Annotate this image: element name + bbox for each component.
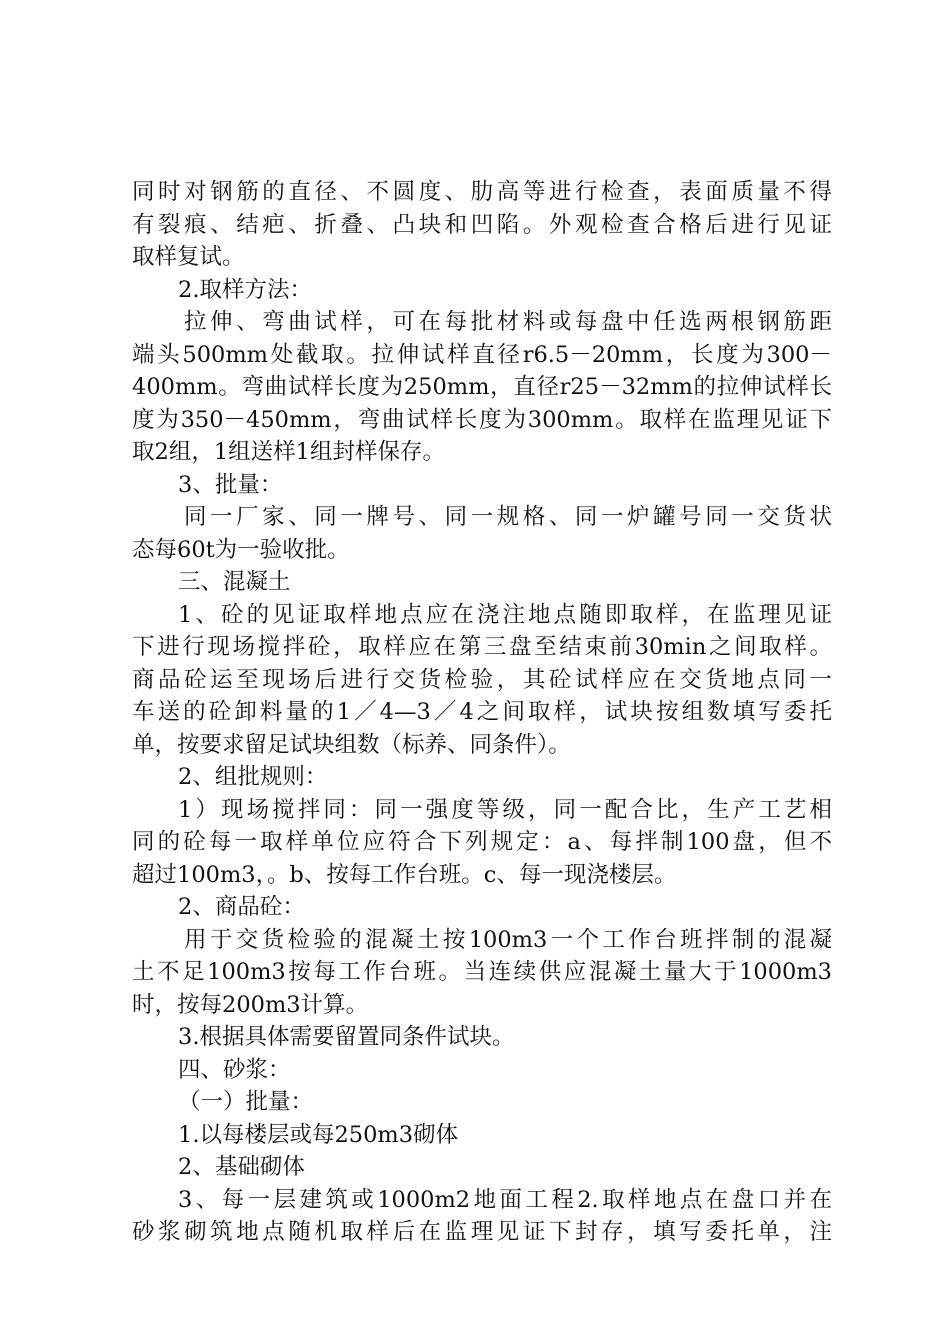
- text-line: 2、组批规则：: [178, 764, 328, 790]
- document-page: [132, 176, 832, 1249]
- text-line: 同的砼每一取样单位应符合下列规定：a、每拌制100盘，但不: [132, 829, 832, 855]
- text-line: 400mm。弯曲试样长度为250mm，直径r25－32mm的拉伸试样长: [132, 374, 832, 400]
- text-line: 拉伸、弯曲试样，可在每批材料或每盘中任选两根钢筋距: [184, 309, 832, 335]
- text-line: 四、砂浆：: [178, 1056, 291, 1083]
- text-line: 时，按每200m3计算。: [132, 991, 369, 1018]
- text-line: 1）现场搅拌同：同一强度等级，同一配合比，生产工艺相: [178, 796, 832, 823]
- text-line: 同时对钢筋的直径、不圆度、肋高等进行检查，表面质量不得: [132, 179, 832, 205]
- text-line: 取2组，1组送样1组封样保存。: [132, 439, 445, 465]
- text-line: 2、商品砼：: [178, 894, 305, 920]
- text-line: 车送的砼卸料量的1／4—3／4之间取样，试块按组数填写委托: [132, 699, 832, 725]
- text-line: 端头500mm处截取。拉伸试样直径r6.5－20mm，长度为300－: [132, 341, 832, 368]
- text-line: 度为350－450mm，弯曲试样长度为300mm。取样在监理见证下: [132, 406, 832, 433]
- text-line: 砂浆砌筑地点随机取样后在监理见证下封存，填写委托单，注: [132, 1219, 832, 1245]
- text-line: 2、基础砌体: [178, 1154, 305, 1180]
- text-line: 超过100m3，。b、按每工作台班。c、每一现浇楼层。: [132, 861, 677, 888]
- text-line: 商品砼运至现场后进行交货检验，其砼试样应在交货地点同一: [132, 666, 832, 693]
- text-line: 土不足100m3按每工作台班。当连续供应混凝土量大于1000m3: [132, 959, 832, 985]
- text-line: 用于交货检验的混凝土按100m3一个工作台班拌制的混凝: [184, 926, 832, 953]
- text-line: 三、混凝土: [178, 569, 291, 595]
- text-line: 3、批量：: [178, 471, 283, 498]
- text-line: 有裂痕、结疤、折叠、凸块和凹陷。外观检查合格后进行见证: [132, 211, 832, 238]
- text-line: 3、每一层建筑或1000m2地面工程2.取样地点在盘口并在: [178, 1186, 832, 1213]
- text-line: 单，按要求留足试块组数（标养、同条件）。: [132, 731, 571, 758]
- text-line: （一）批量：: [178, 1089, 314, 1115]
- text-line: 1.以每楼层或每250m3砌体: [178, 1121, 459, 1148]
- text-line: 取样复试。: [132, 244, 245, 270]
- text-line: 同一厂家、同一牌号、同一规格、同一炉罐号同一交货状: [184, 504, 832, 530]
- text-line: 下进行现场搅拌砼，取样应在第三盘至结束前30min之间取样。: [132, 634, 832, 660]
- text-line: 2.取样方法：: [178, 276, 312, 303]
- text-line: 3.根据具体需要留置同条件试块。: [178, 1024, 515, 1050]
- text-line: 态每60t为一验收批。: [132, 536, 350, 563]
- text-line: 1、砼的见证取样地点应在浇注地点随即取样，在监理见证: [178, 601, 832, 628]
